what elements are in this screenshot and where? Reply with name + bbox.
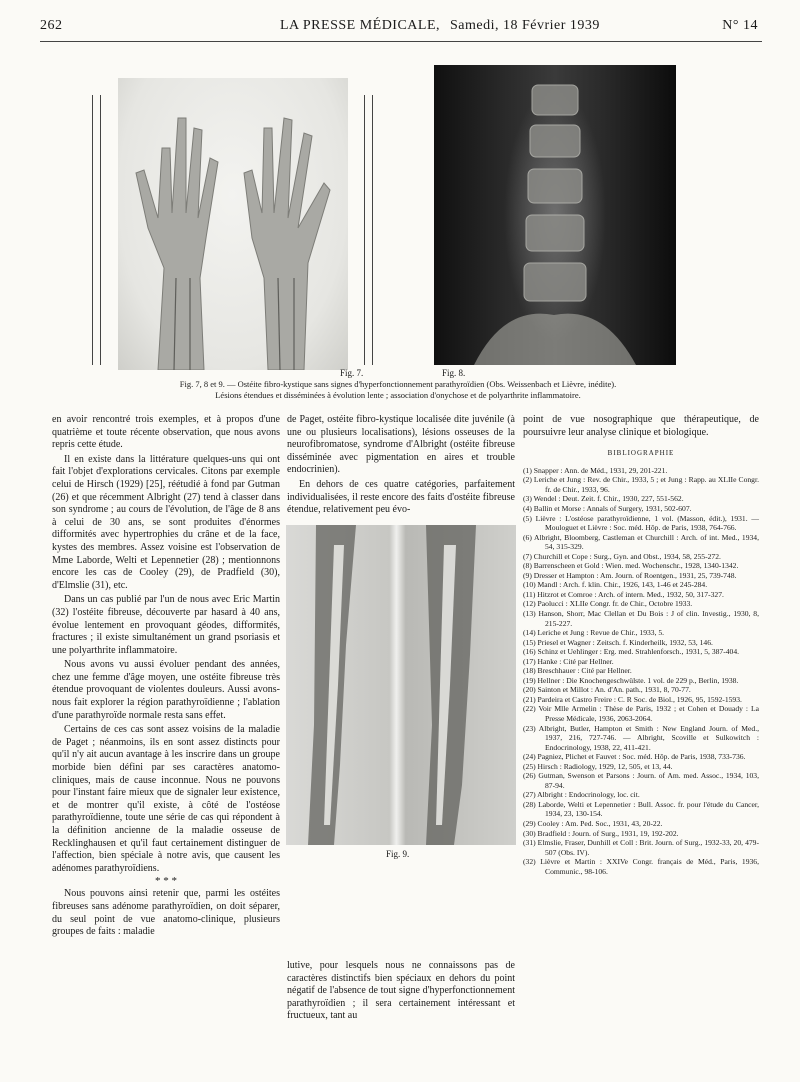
reference-item: (23) Albright, Butler, Hampton et Smith : New England Journ. of Med., 1937, 216, 727-746. — Albright, Scoville et Sulkowitch : Endocrinology, 1938, 22, 411-421. bbox=[523, 723, 759, 752]
fig8-label: Fig. 8. bbox=[442, 368, 466, 378]
paragraph: En dehors de ces quatre catégories, parfaitement individualisées, il reste encore des faits d'ostéite fibreuse étendue, relativement peu évo- bbox=[287, 478, 515, 516]
margin-rule-left-1 bbox=[92, 95, 93, 365]
paragraph: lutive, pour lesquels nous ne connaissons pas de caractères distinctifs bien spéciaux en dehors du point négatif de l'absence de tout signe d'hyperfonctionnement parathyroïdien ; il sera certainement intéressant et fructueux, tant au bbox=[287, 960, 515, 1022]
reference-item: (7) Churchill et Cope : Surg., Gyn. and Obst., 1934, 58, 255-272. bbox=[523, 551, 721, 561]
section-separator: * * * bbox=[155, 875, 177, 888]
reference-item: (9) Dresser et Hampton : Am. Journ. of Roentgen., 1931, 25, 739-748. bbox=[523, 570, 737, 580]
paragraph: Nous avons vu aussi évoluer pendant des années, chez une femme d'âge moyen, une ostéite fibreuse très étendue provoquant de violentes douleurs. Aussi avons-nous fait explorer la région parathyroïdienne ; l'ablation d'une parathyroïde normale resta sans effet. bbox=[52, 659, 280, 721]
column-2-top bbox=[287, 414, 515, 519]
reference-item: (16) Schinz et Uehlinger : Erg. med. Strahlenforsch., 1931, 5, 387-404. bbox=[523, 647, 740, 657]
page-number: 262 bbox=[40, 18, 63, 33]
reference-item: (29) Cooley : Am. Ped. Soc., 1931, 43, 20-22. bbox=[523, 819, 663, 829]
journal-title: LA PRESSE MÉDICALE, bbox=[280, 18, 441, 33]
figure-caption bbox=[118, 379, 678, 401]
reference-item: (25) Hirsch : Radiology, 1929, 12, 505, et 13, 44. bbox=[523, 761, 673, 771]
reference-item: (17) Hanke : Cité par Hellner. bbox=[523, 656, 614, 666]
fig9-legs-xray bbox=[286, 525, 516, 845]
reference-item: (24) Pagniez, Plichet et Fauvet : Soc. méd. Hôp. de Paris, 1938, 733-736. bbox=[523, 752, 746, 762]
bibliography-title: BIBLIOGRAPHIE bbox=[607, 449, 675, 458]
reference-item: (22) Voir Mlle Armelin : Thèse de Paris, 1932 ; et Cohen et Douady : La Presse Médicale, 1936, 2063-2064. bbox=[523, 704, 759, 723]
reference-item: (3) Wendel : Deut. Zeit. f. Chir., 1930, 227, 551-562. bbox=[523, 494, 684, 504]
reference-item: (2) Leriche et Jung : Rev. de Chir., 1933, 5 ; et Jung : Rapp. au XLIIe Congr. fr. de Chir., 1933, 96. bbox=[523, 475, 759, 494]
paragraph: Dans un cas publié par l'un de nous avec Eric Martin (32) l'ostéite fibreuse, découverte par hasard à 40 ans, évolue lentement en provoquant géodes, difformités, fractures ; il existe simultanément un grand psoriasis et une polyarthrite inflammatoire. bbox=[52, 594, 280, 656]
issue-number: N° 14 bbox=[722, 18, 758, 33]
reference-item: (4) Ballin et Morse : Annals of Surgery, 1931, 502-607. bbox=[523, 503, 692, 513]
fig7-hands-xray bbox=[118, 78, 348, 370]
paragraph: en avoir rencontré trois exemples, et à propos d'une quatrième et toute récente observation, que nous avons repris cette étude. bbox=[52, 414, 280, 451]
reference-item: (30) Bradfield : Journ. of Surg., 1931, 19, 192-202. bbox=[523, 828, 679, 838]
issue-date: Samedi, 18 Février 1939 bbox=[450, 18, 600, 33]
fig9-label: Fig. 9. bbox=[386, 849, 410, 859]
reference-item: (19) Hellner : Die Knochengeschwülste. 1 vol. de 229 p., Berlin, 1938. bbox=[523, 675, 739, 685]
reference-item: (28) Laborde, Welti et Lepennetier : Bull. Assoc. fr. pour l'étude du Cancer, 1934, 23, 130-154. bbox=[523, 799, 759, 819]
running-header bbox=[40, 18, 760, 40]
margin-rule-left-2 bbox=[100, 95, 101, 365]
caption-line-1: Fig. 7, 8 et 9. — Ostéite fibro-kystique sans signes d'hyperfonctionnement parathyroïdien (Obs. Weissenbach et Lièvre, inédite). bbox=[179, 379, 617, 389]
reference-list bbox=[523, 466, 759, 877]
reference-item: (31) Elmslie, Fraser, Dunhill et Coll : Brit. Journ. of Surg., 1932-33, 20, 479-507 (Obs. IV). bbox=[523, 838, 759, 857]
margin-rule-right-1 bbox=[364, 95, 365, 365]
margin-rule-right-2 bbox=[372, 95, 373, 365]
column-3 bbox=[523, 414, 759, 876]
column-1 bbox=[52, 414, 280, 941]
reference-item: (26) Gutman, Swenson et Parsons : Journ. of Am. med. Assoc., 1934, 103, 87-94. bbox=[523, 771, 759, 790]
reference-item: (11) Hitzrot et Comroe : Arch. of intern. Med., 1932, 50, 317-327. bbox=[523, 589, 724, 599]
reference-item: (6) Albright, Bloomberg, Castleman et Churchill : Arch. of int. Med., 1934, 54, 315-329. bbox=[523, 532, 759, 552]
paragraph: de Paget, ostéite fibro-kystique localisée dite juvénile (à une ou plusieurs localisations), lésions osseuses de la neurofibromatose, syndrome d'Albright (ostéite fibreuse disséminée avec pigmentation en aires et trouble endocrinien). bbox=[287, 414, 515, 476]
reference-item: (13) Hanson, Shorr, Mac Clellan et Du Bois : J of clin. Investig., 1930, 8, 215-227. bbox=[523, 608, 759, 628]
column-2-bottom bbox=[287, 960, 515, 1025]
reference-item: (1) Snapper : Ann. de Méd., 1931, 29, 201-221. bbox=[523, 465, 668, 475]
reference-item: (5) Lièvre : L'ostéose parathyroïdienne, 1 vol. (Masson, édit.), 1931. — Mouloguet et Lièvre : Soc. méd. Hôp. de Paris, 1938, 764-766. bbox=[523, 513, 759, 533]
paragraph: Certains de ces cas sont assez voisins de la maladie de Paget ; néanmoins, ils en sont assez distincts pour qu'il n'y ait aucun avantage à les inscrire dans un groupe morbide bien défini par ses caractères anatomo-cliniques, mais de cause inconnue. Nous ne pouvons pour l'instant faire mieux que de signaler leur existence, et de montrer qu'il existe, à côté de l'ostéose parathyroïdienne, toute une série de cas qui répondent à la définition ancienne de la maladie osseuse de Recklinghausen et qu'il faut certainement distinguer de l'affection, bien spéciale à notre avis, que causent les adénomes parathyroïdiens. bbox=[52, 724, 280, 874]
reference-item: (14) Leriche et Jung : Revue de Chir., 1933, 5. bbox=[523, 628, 665, 638]
reference-item: (20) Sainton et Millot : An. d'An. path., 1931, 8, 70-77. bbox=[523, 685, 691, 695]
fig7-label: Fig. 7. bbox=[340, 368, 364, 378]
reference-item: (21) Pardeira et Castro Freire : C. R Soc. de Biol., 1926, 95, 1592-1593. bbox=[523, 694, 742, 704]
caption-line-2: Lésions étendues et disséminées à évolution lente ; association d'onychose et de polyarthrite inflammatoire. bbox=[215, 390, 581, 400]
reference-item: (18) Breschhauer : Cité par Hellner. bbox=[523, 666, 632, 676]
reference-item: (12) Paolucci : XLIIe Congr. fr. de Chir., Octobre 1933. bbox=[523, 599, 693, 609]
paragraph: Il en existe dans la littérature quelques-uns qui ont fait l'objet d'explorations cervicales. Citons par exemple celui de Hirsch (1929) [25], réétudié à fond par Gutman (26) et que récemment Albright (27) tend à classer dans son syndrome ; au cours de l'évolution, de l'âge de 8 ans à celui de 30 ans, se sont produites d'énormes difformités avec hypertrophies du crâne et de la face, kystes des membres. Assez voisine est l'observation de Mme Laborde, Welti et Lepennetier (28) ; mentionnons encore les cas de Cooley (29), de Pradfield (30), d'Elmslie (31), etc. bbox=[52, 453, 280, 591]
reference-item: (32) Lièvre et Martin : XXIVe Congr. français de Méd., Paris, 1936, Communic., 98-106. bbox=[523, 857, 759, 876]
reference-item: (27) Albright : Endocrinology, loc. cit. bbox=[523, 790, 640, 800]
reference-item: (10) Mandl : Arch. f. klin. Chir., 1926, 143, 1-46 et 245-284. bbox=[523, 580, 708, 590]
fig8-spine-xray bbox=[434, 65, 676, 365]
header-rule bbox=[40, 41, 762, 42]
paragraph: point de vue nosographique que thérapeutique, de poursuivre leur analyse clinique et biologique. bbox=[523, 414, 759, 438]
reference-item: (8) Barrenscheen et Gold : Wien. med. Wochenschr., 1928, 1340-1342. bbox=[523, 561, 739, 571]
paragraph: Nous pouvons ainsi retenir que, parmi les ostéites fibreuses sans adénome parathyroïdien, on doit séparer, du seul point de vue anatomo-clinique, plusieurs groupes de faits : maladie bbox=[52, 888, 280, 938]
reference-item: (15) Priesel et Wagner : Zeitsch. f. Kinderheilk, 1932, 53, 146. bbox=[523, 637, 713, 647]
